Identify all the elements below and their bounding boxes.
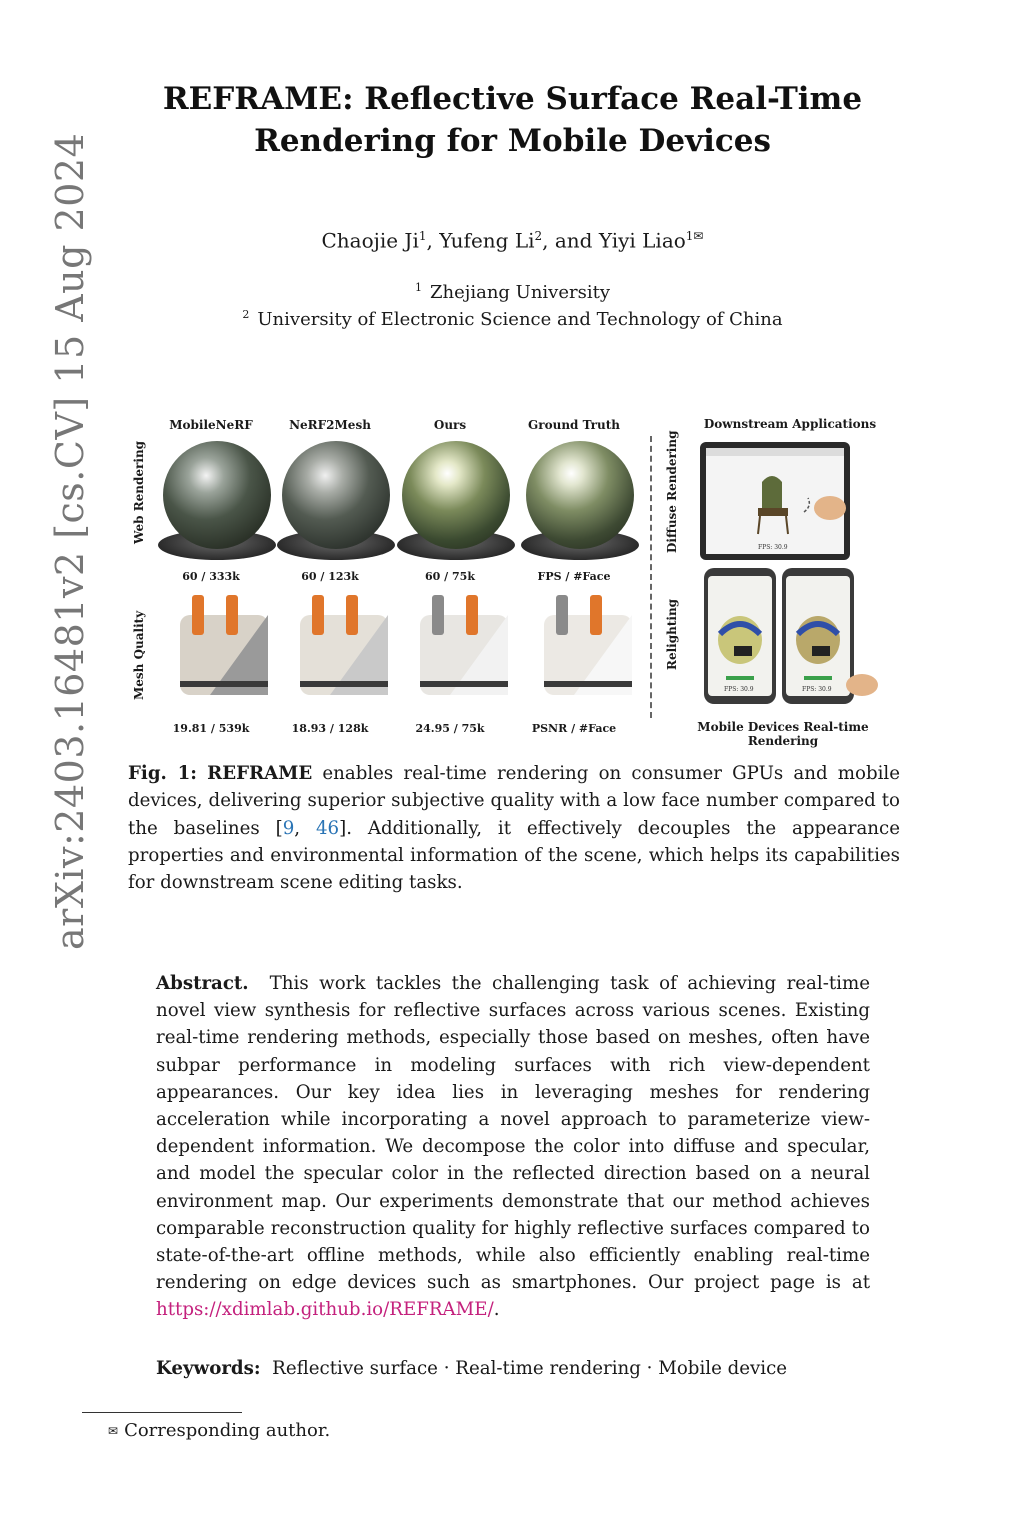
column-header-ours: Ours <box>433 418 467 432</box>
phone-relighting-image-1 <box>704 568 776 704</box>
author-affiliation-mark: 1✉ <box>685 229 704 243</box>
hand-icon <box>844 670 880 700</box>
citation-link[interactable]: 9 <box>282 817 295 839</box>
author-separator: , <box>426 228 440 253</box>
project-page-link[interactable]: https://xdimlab.github.io/REFRAME/ <box>156 1299 494 1321</box>
affiliation-name: University of Electronic Science and Technology of China <box>257 309 783 330</box>
mesh-stat: PSNR / #Face <box>531 722 617 735</box>
tablet-fps-readout: FPS: 30.9 <box>758 544 788 551</box>
web-stat: 60 / 333k <box>182 570 240 583</box>
figure-divider <box>650 436 652 718</box>
web-stat: 60 / 75k <box>425 570 475 583</box>
author-separator: , and <box>542 228 599 253</box>
author-name: Yiyi Liao <box>598 228 686 253</box>
citation-separator: , <box>294 817 316 839</box>
row-label-mesh-quality: Mesh Quality <box>132 610 146 700</box>
toaster-mesh-mobilenerf <box>170 593 278 701</box>
affiliation <box>110 302 915 333</box>
web-stat: FPS / #Face <box>537 570 611 583</box>
mesh-stat: 19.81 / 539k <box>172 722 250 735</box>
abstract-text: This work tackles the challenging task of achieving real-time novel view synthesis for reflective surfaces across various scenes. Existing real-time rendering methods, especially those based on meshes, often have subpar performance in modeling surfaces with rich view-dependent appearances. Our key idea lies in leveraging meshes for rendering acceleration while incorporating a novel approach to parameterize view-dependent information. We decompose the color into diffuse and specular, and model the specular color in the reflected direction based on a neural environment map. Our experiments demonstrate that our method achieves comparable reconstruction quality for highly reflective surfaces compared to state-of-the-art offline methods, while also efficiently enabling real-time rendering on edge devices such as smartphones. Our project page is at <box>156 973 870 1294</box>
column-header-nerf2mesh: NeRF2Mesh <box>289 418 371 432</box>
figure-caption <box>128 760 900 896</box>
mesh-stat: 18.93 / 128k <box>291 722 369 735</box>
abstract-label: Abstract. <box>156 973 249 994</box>
affiliation-number: 1 <box>415 281 422 294</box>
author-affiliation-mark: 2 <box>534 229 543 243</box>
footnote <box>108 1418 330 1444</box>
sphere-render-ours <box>402 441 510 549</box>
row-label-diffuse-rendering: Diffuse Rendering <box>665 430 679 553</box>
abstract-end: . <box>493 1299 500 1321</box>
row-label-web-rendering: Web Rendering <box>132 440 146 544</box>
author-list <box>110 222 915 255</box>
web-stat: 60 / 123k <box>301 570 359 583</box>
mobile-rendering-footer: Mobile Devices Real-time Rendering <box>697 720 869 748</box>
paper-title <box>110 78 915 162</box>
citation-link[interactable]: 46 <box>315 817 340 839</box>
envelope-icon: ✉ <box>108 1424 119 1438</box>
caption-text: ]. Additionally, it effectively decouples the appearance properties and environmental information of the scene, which helps its capabilities for downstream scene editing tasks. <box>128 817 900 894</box>
title-line-1: REFRAME: Reflective Surface Real-Time <box>162 81 863 117</box>
author-affiliation-mark: 1 <box>418 229 427 243</box>
row-label-relighting: Relighting <box>665 598 679 670</box>
caption-label: Fig. 1: <box>128 763 197 784</box>
affiliation-name: Zhejiang University <box>430 282 610 303</box>
keywords-label: Keywords: <box>156 1358 261 1379</box>
mesh-stat: 24.95 / 75k <box>415 722 485 735</box>
sphere-render-ground-truth <box>526 441 634 549</box>
affiliation-number: 2 <box>242 308 250 321</box>
keywords-text: Reflective surface · Real-time rendering · Mobile device <box>272 1358 788 1379</box>
toaster-mesh-ground-truth <box>534 593 642 701</box>
abstract <box>156 970 870 1324</box>
phone-fps-readout: FPS: 30.9 <box>802 686 832 693</box>
author-name: Yufeng Li <box>439 228 535 253</box>
phone-fps-readout: FPS: 30.9 <box>724 686 754 693</box>
tablet-fps-readout <box>836 500 837 501</box>
column-header-ground-truth: Ground Truth <box>528 418 620 432</box>
figure-1 <box>128 408 900 748</box>
title-line-2: Rendering for Mobile Devices <box>254 123 771 159</box>
sphere-render-nerf2mesh <box>282 441 390 549</box>
downstream-applications-header: Downstream Applications <box>703 417 877 431</box>
arxiv-identifier: arXiv:2403.16481v2 [cs.CV] 15 Aug 2024 <box>48 132 92 950</box>
sphere-render-mobilenerf <box>163 441 271 549</box>
column-header-mobilenerf: MobileNeRF <box>169 418 253 432</box>
keywords <box>156 1355 870 1382</box>
caption-text: enables real-time rendering on consumer GPUs and mobile devices, delivering superior subjective quality with a low face number compared to the baselines [ <box>128 763 900 839</box>
caption-method-name: REFRAME <box>207 763 313 784</box>
footnote-rule <box>82 1412 242 1413</box>
hand-icon <box>814 496 846 520</box>
author-name: Chaojie Ji <box>321 228 419 253</box>
toaster-mesh-nerf2mesh <box>290 593 398 701</box>
toaster-mesh-ours <box>410 593 518 701</box>
footnote-text: Corresponding author. <box>124 1420 331 1441</box>
